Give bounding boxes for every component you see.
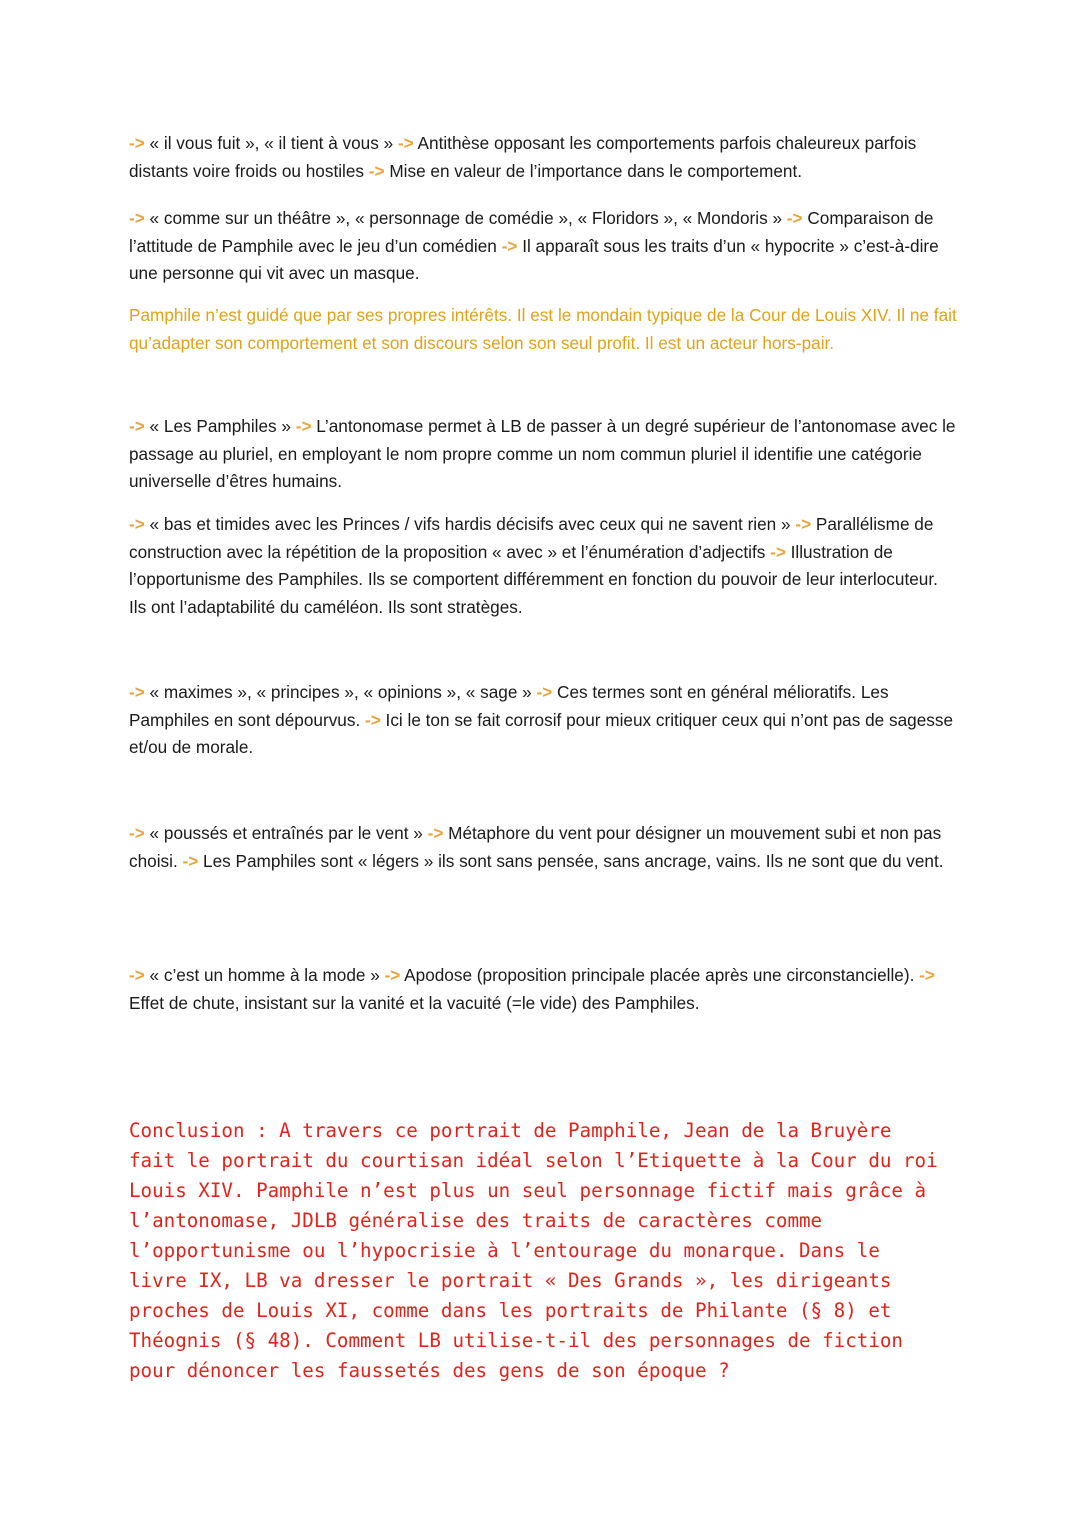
analysis-paragraph-4: [129, 511, 959, 621]
arrow-icon: ->: [384, 965, 401, 985]
analysis-text: Ici le ton se fait corrosif pour mieux critiquer ceux qui n’ont pas de sagesse et/ou de morale.: [129, 709, 954, 757]
arrow-icon: ->: [397, 133, 414, 153]
arrow-icon: ->: [182, 850, 199, 871]
analysis-text: L’antonomase permet à LB de passer à un degré supérieur de l’antonomase avec le passage au pluriel, en employant le nom propre comme un nom commun pluriel il identifie une catégorie universelle d’êtres humains.: [129, 416, 956, 491]
quote-text: « il vous fuit », « il tient à vous »: [149, 133, 394, 153]
arrow-icon: ->: [295, 416, 312, 436]
analysis-text: Illustration de l’opportunisme des Pamphiles. Ils se comportent différemment en fonction du pouvoir de leur interlocuteur. Ils ont l’adaptabilité du caméléon. Ils sont stratèges.: [129, 541, 938, 617]
analysis-text: Antithèse opposant les comportements parfois chaleureux parfois distants voire froids ou hostiles: [129, 133, 917, 181]
arrow-icon: ->: [368, 160, 385, 181]
arrow-icon: ->: [536, 682, 553, 702]
arrow-icon: ->: [427, 823, 444, 843]
analysis-paragraph-7: [129, 962, 959, 1017]
arrow-icon: ->: [129, 823, 145, 843]
analysis-text: Mise en valeur de l’importance dans le comportement.: [389, 160, 803, 181]
analysis-paragraph-3: [129, 413, 959, 496]
analysis-text: Apodose (proposition principale placée après une circonstancielle).: [404, 965, 915, 985]
quote-text: « c’est un homme à la mode »: [149, 965, 380, 985]
analysis-text: Métaphore du vent pour désigner un mouvement subi et non pas choisi.: [129, 823, 942, 871]
quote-text: « Les Pamphiles »: [149, 416, 291, 436]
arrow-icon: ->: [786, 208, 803, 228]
quote-text: « bas et timides avec les Princes / vifs hardis décisifs avec ceux qui ne savent rien »: [149, 514, 791, 534]
analysis-text: Il apparaît sous les traits d’un « hypocrite » c’est-à-dire une personne qui vit avec un masque.: [129, 235, 939, 283]
quote-text: « maximes », « principes », « opinions », « sage »: [149, 682, 532, 702]
summary-note: Pamphile n’est guidé que par ses propres intérêts. Il est le mondain typique de la Cour de Louis XIV. Il ne fait qu’adapter son comportement et son discours selon son seul profit. Il est un acteur hors-pair.: [129, 305, 957, 353]
arrow-icon: ->: [129, 965, 145, 985]
analysis-paragraph-5: [129, 679, 959, 762]
analysis-paragraph-6: [129, 820, 959, 875]
arrow-icon: ->: [129, 682, 145, 702]
arrow-icon: ->: [919, 965, 935, 985]
arrow-icon: ->: [770, 541, 786, 562]
quote-text: « poussés et entraînés par le vent »: [149, 823, 423, 843]
analysis-text: Comparaison de l’attitude de Pamphile avec le jeu d’un comédien: [129, 208, 934, 256]
arrow-icon: ->: [129, 133, 145, 153]
analysis-text: Les Pamphiles sont « légers » ils sont sans pensée, sans ancrage, vains. Ils ne sont que du vent.: [203, 850, 944, 871]
analysis-paragraph-1: [129, 130, 959, 185]
analysis-paragraph-2: [129, 205, 959, 288]
conclusion-paragraph: Conclusion : A travers ce portrait de Pamphile, Jean de la Bruyère fait le portrait du courtisan idéal selon l’Etiquette à la Cour du roi Louis XIV. Pamphile n’est plus un seul personnage fictif mais grâce à l’antonomase, JDLB généralise des traits de caractères comme l’opportunisme ou l’hypocrisie à l’entourage du monarque. Dans le livre IX, LB va dresser le portrait « Des Grands », les dirigeants proches de Louis XI, comme dans les portraits de Philante (§ 8) et Théognis (§ 48). Comment LB utilise-t-il des personnages de fiction pour dénoncer les faussetés des gens de son époque ?: [129, 1119, 938, 1382]
arrow-icon: ->: [501, 235, 518, 256]
arrow-icon: ->: [129, 208, 145, 228]
arrow-icon: ->: [795, 514, 812, 534]
arrow-icon: ->: [129, 416, 145, 436]
analysis-text: Parallélisme de construction avec la répétition de la proposition « avec » et l’énumération d’adjectifs: [129, 514, 934, 562]
quote-text: « comme sur un théâtre », « personnage de comédie », « Floridors », « Mondoris »: [149, 208, 783, 228]
analysis-text: Effet de chute, insistant sur la vanité et la vacuité (=le vide) des Pamphiles.: [129, 992, 700, 1013]
arrow-icon: ->: [365, 709, 381, 730]
arrow-icon: ->: [129, 514, 145, 534]
analysis-text: Ces termes sont en général mélioratifs. Les Pamphiles en sont dépourvus.: [129, 682, 889, 730]
